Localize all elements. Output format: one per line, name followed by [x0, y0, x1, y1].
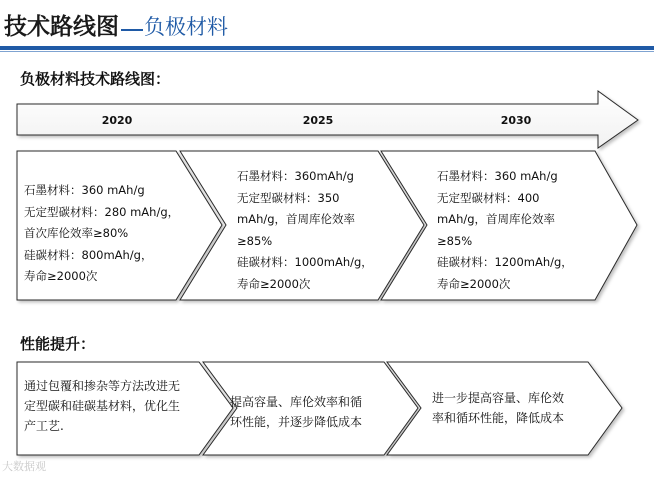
box-line: 寿命≥2000次: [437, 276, 511, 291]
watermark: 大数据观: [2, 460, 46, 473]
performance-box-3: [432, 388, 564, 428]
box-line: 环性能，并逐步降低成本: [230, 415, 363, 429]
box-line: 率和循环性能，降低成本: [432, 411, 565, 425]
box-line: 无定型碳材料：400: [437, 190, 540, 205]
box-line: 定型碳和硅碳基材料，优化生: [24, 399, 181, 413]
box-line: 石墨材料：360 mAh/g: [437, 169, 558, 183]
performance-section-title: 性能提升：: [20, 335, 96, 353]
roadmap-box-2030: [437, 166, 573, 295]
box-line: 硅碳材料：1200mAh/g，: [437, 255, 573, 269]
year-label-2025: 2025: [302, 114, 334, 127]
roadmap-box-2025: [237, 166, 373, 295]
box-line: 石墨材料：360 mAh/g: [24, 183, 145, 197]
performance-box-2: [230, 392, 362, 432]
box-line: mAh/g，首周库伦效率: [437, 212, 556, 226]
box-line: 寿命≥2000次: [24, 269, 98, 283]
box-line: 石墨材料：360mAh/g: [237, 169, 354, 183]
box-line: 提高容量、库伦效率和循: [230, 395, 363, 409]
box-line: 寿命≥2000次: [237, 276, 311, 291]
roadmap-section-title: 负极材料技术路线图：: [20, 70, 171, 88]
roadmap-box-2020: [24, 180, 179, 288]
box-line: 进一步提高容量、库伦效: [432, 391, 565, 405]
box-line: 无定型碳材料：280 mAh/g，: [24, 204, 180, 219]
box-line: ≥85%: [437, 233, 473, 248]
title-main: 技术路线图: [4, 14, 119, 40]
box-line: ≥85%: [237, 233, 273, 248]
title-sub: 负极材料: [144, 15, 228, 39]
box-line: mAh/g，首周库伦效率: [237, 212, 356, 226]
box-line: 产工艺.: [24, 419, 64, 433]
year-label-2030: 2030: [500, 114, 532, 127]
box-line: 通过包覆和掺杂等方法改进无: [24, 379, 181, 393]
box-line: 首次库伦效率≥80%: [24, 226, 129, 240]
year-label-2020: 2020: [101, 114, 133, 127]
box-line: 硅碳材料：800mAh/g，: [24, 247, 153, 262]
performance-box-1: [24, 376, 180, 436]
box-line: 无定型碳材料：350: [237, 190, 340, 205]
box-line: 硅碳材料：1000mAh/g，: [237, 255, 373, 269]
